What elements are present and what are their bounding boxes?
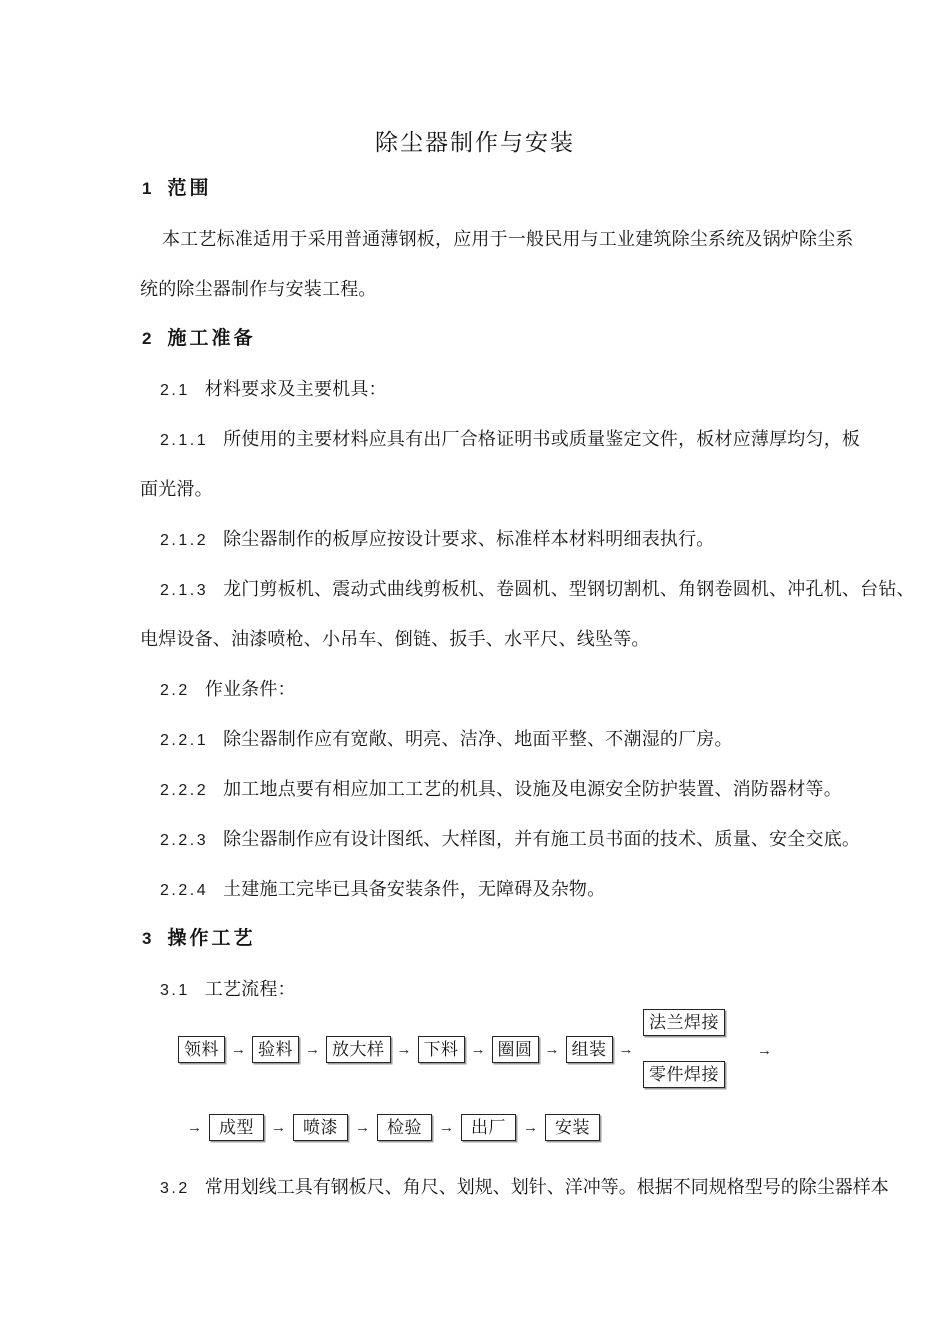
line-text: 除尘器制作应有设计图纸、大样图，并有施工员书面的技术、质量、安全交底。 [223,829,861,849]
line-number: 2.2 [160,682,190,699]
line-number: 3 [142,929,152,948]
process-flowchart-branch [643,1009,725,1088]
doc-line [140,422,861,472]
doc-line [140,572,915,622]
flow-step-box: 出厂 [461,1114,516,1141]
doc-line [140,372,856,422]
process-flowchart-row2 [187,1114,600,1141]
doc-line [140,472,856,522]
flow-arrow: → [271,1119,286,1136]
flow-step-box: 成型 [209,1114,264,1141]
doc-line [140,622,856,672]
line-text: 除尘器制作的板厚应按设计要求、标准样本材料明细表执行。 [223,529,715,549]
flow-step-box: 安装 [545,1114,600,1141]
flow-arrow: → [523,1119,538,1136]
line-text: 范围 [167,178,212,199]
doc-line [140,172,856,222]
doc-line [140,322,856,372]
document-title: 除尘器制作与安装 [375,130,575,155]
flow-step-box: 零件焊接 [643,1061,725,1088]
line-text: 常用划线工具有钢板尺、角尺、划规、划针、洋冲等。根据不同规格型号的除尘器样本 [204,1177,889,1197]
doc-line [140,972,856,1022]
doc-line [140,522,856,572]
flow-arrow: → [187,1119,202,1136]
line-text: 电焊设备、油漆喷枪、小吊车、倒链、扳手、水平尺、线坠等。 [140,629,650,649]
line-text: 土建施工完毕已具备安装条件，无障碍及杂物。 [223,879,606,899]
line-text: 除尘器制作应有宽敞、明亮、洁净、地面平整、不潮湿的厂房。 [223,729,733,749]
doc-line [140,272,856,322]
doc-line [140,672,856,722]
flow-step-box: 圈圆 [492,1036,539,1063]
flow-arrow: → [618,1041,634,1058]
document-body [140,172,915,1022]
flow-step-box: 领料 [178,1036,225,1063]
line-number: 3.2 [160,1180,190,1197]
doc-line [140,822,861,872]
line-text: 本工艺标准适用于采用普通薄钢板，应用于一般民用与工业建筑除尘系统及锅炉除尘系 [162,229,854,249]
line-number: 2.1.1 [160,432,209,449]
flow-arrow: → [355,1119,370,1136]
doc-line [140,722,856,772]
line-text: 所使用的主要材料应具有出厂合格证明书或质量鉴定文件，板材应薄厚均匀，板 [223,429,861,449]
process-flowchart-row1 [178,1036,634,1063]
flow-step-box: 组装 [566,1036,613,1063]
flow-arrow: → [439,1119,454,1136]
line-text: 操作工艺 [167,928,256,949]
doc-line [140,922,856,972]
line-number: 2.1.3 [160,582,209,599]
flow-step-box: 检验 [377,1114,432,1141]
line-text: 材料要求及主要机具： [204,379,387,399]
doc-line [140,772,856,822]
line-number: 2.2.4 [160,882,209,899]
flow-arrow: → [305,1041,320,1058]
flow-step-box: 放大样 [326,1036,391,1063]
line-text: 面光滑。 [140,479,213,499]
doc-line [160,1170,889,1202]
line-text: 作业条件： [204,679,296,699]
flow-step-box: 喷漆 [293,1114,348,1141]
line-number: 2.1 [160,382,190,399]
flow-arrow: → [544,1041,560,1058]
flow-step-box: 下料 [418,1036,465,1063]
doc-line [140,222,856,272]
doc-line [140,872,856,922]
line-number: 1 [142,179,152,198]
line-number: 2 [142,329,152,348]
flow-step-box: 法兰焊接 [643,1009,725,1036]
line-text: 加工地点要有相应加工工艺的机具、设施及电源安全防护装置、消防器材等。 [223,779,842,799]
flow-arrow: → [470,1041,486,1058]
flow-arrow: → [231,1041,246,1058]
line-number: 2.2.2 [160,782,209,799]
line-text: 施工准备 [167,328,256,349]
flow-step-box: 验料 [252,1036,299,1063]
line-text: 统的除尘器制作与安装工程。 [140,279,377,299]
line-number: 2.1.2 [160,532,209,549]
line-text: 工艺流程： [204,979,296,999]
line-text: 龙门剪板机、震动式曲线剪板机、卷圆机、型钢切割机、角钢卷圆机、冲孔机、台钻、 [223,579,915,599]
line-number: 2.2.1 [160,732,209,749]
flow-arrow: → [757,1042,772,1059]
line-number: 3.1 [160,982,190,999]
flow-arrow: → [396,1041,412,1058]
line-number: 2.2.3 [160,832,209,849]
